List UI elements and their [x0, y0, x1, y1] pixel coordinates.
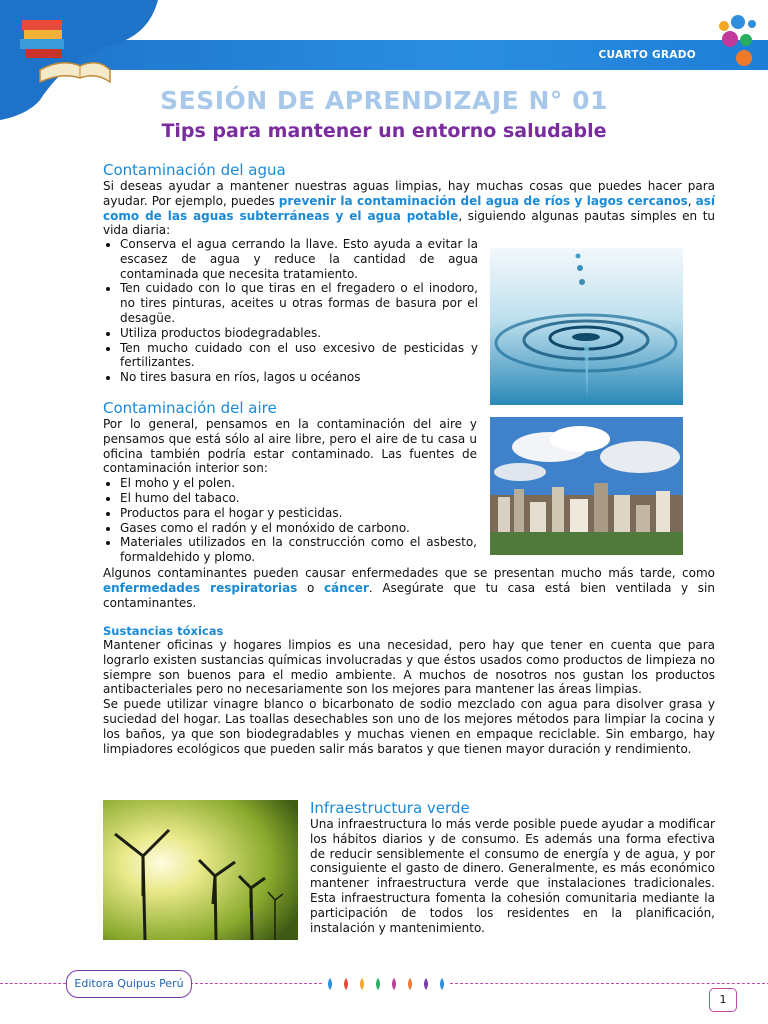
- water-bullet-list: [103, 237, 478, 385]
- grade-label: CUARTO GRADO: [598, 49, 696, 61]
- list-item: • Gases como el radón y el monóxido de carbono.: [120, 521, 477, 536]
- page-title: SESIÓN DE APRENDIZAJE N° 01: [160, 86, 608, 115]
- list-item: • Ten mucho cuidado con el uso excesivo de pesticidas y fertilizantes.: [120, 341, 478, 371]
- air-bullet-list: [103, 476, 477, 565]
- list-item: • No tires basura en ríos, lagos u océanos: [120, 370, 478, 385]
- colored-circles-icon: [712, 12, 762, 70]
- publisher-badge: Editora Quipus Perú: [66, 970, 192, 998]
- toxic-section: [103, 624, 715, 756]
- list-item: • Productos para el hogar y pesticidas.: [120, 506, 477, 521]
- toxic-heading: Sustancias tóxicas: [103, 624, 224, 638]
- list-item: • Materiales utilizados en la construcción como el asbesto, formaldehido y plomo.: [120, 535, 477, 565]
- wind-turbines-image: [103, 800, 298, 940]
- toxic-paragraph-2: Se puede utilizar vinagre blanco o bicarbonato de sodio mezclado con agua para disolver grasa y suciedad del hogar. Las toallas desechables son uno de los mejores métodos para limpiar la cocina y los baños, ya que son biodegradables y muchas vienen en empaque reciclable. Sin embargo, hay limpiadores ecológicos que pueden salir más baratos y que tienen mayor duración y rendimiento.: [103, 697, 715, 756]
- water-highlight-2: así como de las aguas subterráneas y el agua potable: [103, 193, 715, 223]
- water-highlight-1: prevenir la contaminación del agua de ríos y lagos cercanos: [278, 193, 688, 208]
- list-item: • El humo del tabaco.: [120, 491, 477, 506]
- page-number: 1: [709, 988, 737, 1012]
- air-intro: Por lo general, pensamos en la contaminación del aire y pensamos que está sólo al aire libre, pero el aire de tu casa u oficina también podría estar contaminado. Las fuentes de contaminación interior son:: [103, 417, 477, 476]
- page-subtitle: Tips para mantener un entorno saludable: [161, 120, 607, 142]
- green-heading: Infraestructura verde: [310, 799, 470, 817]
- green-section: [310, 799, 715, 935]
- list-item: • Ten cuidado con lo que tiras en el fregadero o el inodoro, no tires pinturas, aceites u otras formas de basura por el desagüe.: [120, 281, 478, 325]
- footer-dash-left: [0, 983, 66, 984]
- air-section: [103, 399, 477, 565]
- footer-dash-right: [450, 983, 768, 984]
- water-drop-image: [490, 248, 683, 405]
- footer-dash-mid: [190, 983, 322, 984]
- air-outro: Algunos contaminantes pueden causar enfermedades que se presentan mucho más tarde, como enfermedades respiratorias o cáncer. Asegúrate que tu casa está bien ventilada y sin contaminantes.: [103, 566, 715, 610]
- air-highlight-2: cáncer: [323, 580, 369, 595]
- list-item: • Utiliza productos biodegradables.: [120, 326, 478, 341]
- toxic-paragraph-1: Mantener oficinas y hogares limpios es una necesidad, pero hay que tener en cuenta que para lograrlo existen sustancias químicas involucradas y que éstos usados como productos de limpieza no siempre son buenos para el medio ambiente. A muchos de nosotros nos gustan los productos antibacteriales pero no necesariamente son los mejores para mantener las áreas limpias.: [103, 638, 715, 697]
- water-heading: Contaminación del agua: [103, 161, 286, 179]
- colored-drops-icon: [324, 976, 448, 992]
- water-intro: Si deseas ayudar a mantener nuestras aguas limpias, hay muchas cosas que puedes hacer para ayudar. Por ejemplo, puedes prevenir la contaminación del agua de ríos y lagos cercanos, así como de las aguas subterráneas y el agua potable, siguiendo algunas pautas simples en tu vida diaria:: [103, 179, 715, 238]
- list-item: • El moho y el polen.: [120, 476, 477, 491]
- water-section: [103, 161, 715, 238]
- green-paragraph: Una infraestructura lo más verde posible puede ayudar a modificar los hábitos diarios y de consumo. Es además una forma efectiva de reducir sensiblemente el consumo de energía y de agua, y por consiguiente el gasto de dinero. Generalmente, es más económico mantener infraestructura verde que instalaciones tradicionales. Esta infraestructura fomenta la cohesión comunitaria mediante la participación de todos los residentes en la planificación, instalación y mantenimiento.: [310, 817, 715, 935]
- list-item: • Conserva el agua cerrando la llave. Esto ayuda a evitar la escasez de agua y reduce la cantidad de agua contaminada que necesita tratamiento.: [120, 237, 478, 281]
- air-heading: Contaminación del aire: [103, 399, 277, 417]
- city-image: [490, 417, 683, 555]
- air-highlight-1: enfermedades respiratorias: [103, 580, 298, 595]
